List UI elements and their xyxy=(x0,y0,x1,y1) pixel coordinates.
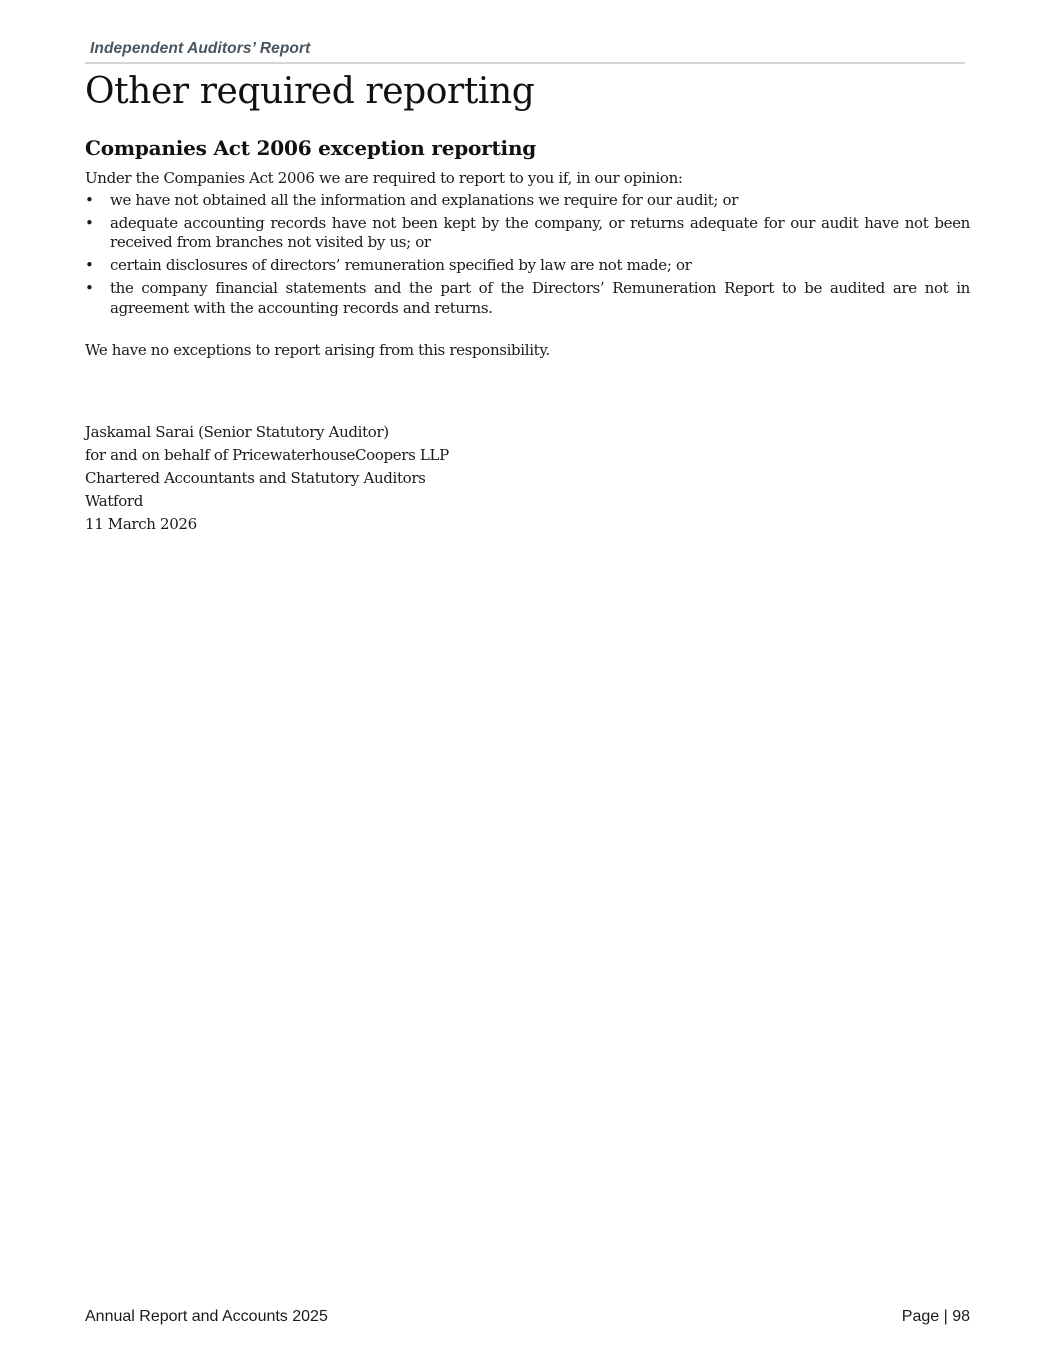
header-divider xyxy=(85,62,965,64)
list-item xyxy=(85,279,970,318)
footer-publication: Annual Report and Accounts 2025 xyxy=(85,1308,328,1325)
list-item xyxy=(85,256,970,276)
bullet-icon: • xyxy=(85,279,94,297)
auditor-name: Jaskamal Sarai (Senior Statutory Auditor) xyxy=(85,422,389,441)
exception-list xyxy=(85,191,970,319)
capacity-line: Chartered Accountants and Statutory Auditors xyxy=(85,468,426,487)
list-item xyxy=(85,214,970,253)
conclusion-paragraph: We have no exceptions to report arising from this responsibility. xyxy=(85,341,550,359)
firm-line: for and on behalf of PricewaterhouseCoopers LLP xyxy=(85,445,449,464)
bullet-icon: • xyxy=(85,190,94,209)
signature-date: 11 March 2026 xyxy=(85,514,197,533)
signature-block xyxy=(85,421,970,536)
list-item-text: the company financial statements and the part of the Directors’ Remuneration Report to be audited are not in agreement with the accounting records and returns. xyxy=(110,279,970,317)
bullet-icon: • xyxy=(85,256,94,274)
page-title: Other required reporting xyxy=(85,71,535,112)
page-number: Page | 98 xyxy=(901,1308,970,1325)
list-item xyxy=(85,191,970,211)
location-line: Watford xyxy=(85,491,143,510)
intro-paragraph: Under the Companies Act 2006 we are required to report to you if, in our opinion: xyxy=(85,169,683,187)
bullet-icon: • xyxy=(85,213,94,232)
report-body xyxy=(85,169,970,536)
section-heading: Companies Act 2006 exception reporting xyxy=(85,136,537,160)
running-header: Independent Auditors’ Report xyxy=(90,40,311,57)
list-item-text: we have not obtained all the information and explanations we require for our audit; or xyxy=(110,190,739,209)
list-item-text: adequate accounting records have not been kept by the company, or returns adequate for our audit have not been received from branches not visited by us; or xyxy=(110,213,970,251)
list-item-text: certain disclosures of directors’ remuneration specified by law are not made; or xyxy=(110,256,692,274)
